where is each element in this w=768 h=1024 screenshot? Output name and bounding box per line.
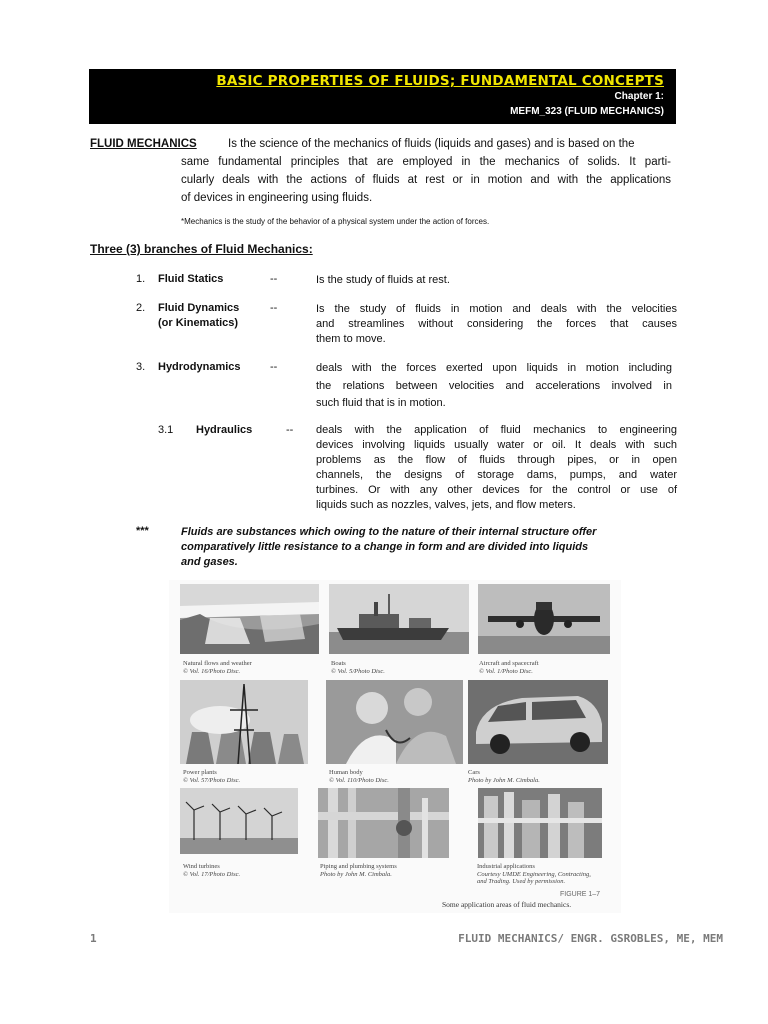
application-areas-figure [169,580,621,913]
branches-heading: Three (3) branches of Fluid Mechanics: [90,242,313,256]
caption-credit: and Trading. Used by permission. [477,878,566,885]
caption-text: Boats [331,660,346,667]
branch-description: them to move. [316,333,386,345]
page-number: 1 [90,932,97,945]
definition-line: cularly deals with the actions of fluids at rest or in motion and with the applications [181,174,671,186]
quote-line: comparatively little resistance to a change in form and are divided into liquids [181,541,589,553]
branch-description: such fluid that is in motion. [316,397,446,409]
sub-branch-description: turbines. Or with any other devices for the control or use of [316,484,677,496]
photo-wind-turbines [180,788,298,854]
branch-number: 3. [136,361,146,373]
caption-text: Cars [468,769,480,776]
branch-term: Fluid Statics [158,273,224,285]
panel-caption [320,863,397,878]
sub-branch-description: devices involving liquids usually water or oil. It deals with such [316,439,677,451]
sub-branch-description: liquids such as nozzles, valves, jets, and flow meters. [316,499,576,511]
panel-caption [183,863,240,878]
sub-branch-term: Hydraulics [196,424,253,436]
photo-cars [468,680,608,764]
caption-credit: © Vol. 57/Photo Disc. [183,776,241,784]
caption-credit: Photo by John M. Cimbala. [468,776,540,784]
caption-text: Human body [329,769,363,776]
caption-text: Piping and plumbing systems [320,863,397,870]
caption-credit: Courtesy UMDE Engineering, Contracting, [477,870,591,878]
branch-dash: -- [270,361,278,373]
quote-line: Fluids are substances which owing to the nature of their internal structure offer [181,526,597,538]
caption-credit: © Vol. 16/Photo Disc. [183,667,241,675]
branch-dash: -- [270,273,278,285]
branch-description: the relations between velocities and accelerations involved in [316,380,672,392]
chapter-label: Chapter 1: [614,91,664,102]
caption-text: Wind turbines [183,863,220,870]
caption-credit: © Vol. 17/Photo Disc. [183,870,241,878]
course-label: MEFM_323 (FLUID MECHANICS) [510,106,664,117]
branch-term: Hydrodynamics [158,361,241,373]
sub-branch-description: deals with the application of fluid mechanics to engineering [316,424,677,436]
panel-caption [329,769,389,784]
panel-caption [183,769,240,784]
emphasis-marker: *** [136,525,149,537]
photo-piping [318,788,449,858]
branch-term-alt: (or Kinematics) [158,317,239,329]
caption-text: Aircraft and spacecraft [479,660,539,667]
figure-label: FIGURE 1–7 [560,891,601,898]
photo-power-plants [180,680,308,764]
caption-credit: © Vol. 1/Photo Disc. [479,667,533,675]
branch-number: 2. [136,302,146,314]
fluids-definition-quote [181,525,651,570]
branch-description: and streamlines without considering the forces that causes [316,318,677,330]
definition-line: of devices in engineering using fluids. [181,192,373,204]
branch-description: Is the study of fluids in motion and deals with the velocities [316,303,677,315]
caption-text: Power plants [183,769,217,776]
photo-human-body [326,680,463,764]
quote-line: and gases. [181,556,238,568]
definition-line: same fundamental principles that are employed in the mechanics of solids. It parti- [181,156,671,168]
branch-description: Is the study of fluids at rest. [316,274,450,286]
branch-dash: -- [270,302,278,314]
caption-credit: © Vol. 5/Photo Disc. [331,667,385,675]
sub-branch-number: 3.1 [158,424,174,436]
photo-boats [329,584,469,654]
caption-credit: © Vol. 110/Photo Disc. [329,776,389,784]
photo-industrial [478,788,602,858]
branch-term: Fluid Dynamics [158,302,240,314]
header-banner [89,69,676,124]
photo-aircraft [478,584,610,654]
panel-caption [477,863,591,886]
panel-caption [479,660,539,675]
caption-text: Industrial applications [477,863,535,870]
sub-branch-dash: -- [286,424,294,436]
sub-branch-description: problems as the flow of fluids through pipes, or in open [316,454,677,466]
figure-caption: Some application areas of fluid mechanics. [442,900,572,909]
caption-text: Natural flows and weather [183,660,252,667]
caption-credit: Photo by John M. Cimbala. [320,870,392,878]
photo-natural-flows [180,584,319,654]
definition-term: FLUID MECHANICS [90,138,197,150]
mechanics-note: *Mechanics is the study of the behavior of a physical system under the action of forces. [181,217,490,226]
panel-caption [468,769,540,784]
footer-author: FLUID MECHANICS/ ENGR. GSROBLES, ME, MEM [458,932,723,945]
definition-line: Is the science of the mechanics of fluids (liquids and gases) and is based on the [228,138,635,150]
sub-branch-description: channels, the designs of storage dams, pumps, and water [316,469,677,481]
panel-caption [183,660,252,675]
branch-description: deals with the forces exerted upon liquids in motion including [316,362,672,374]
document-title: BASIC PROPERTIES OF FLUIDS; FUNDAMENTAL CONCEPTS [216,73,664,89]
branch-number: 1. [136,273,146,285]
panel-caption [331,660,385,675]
